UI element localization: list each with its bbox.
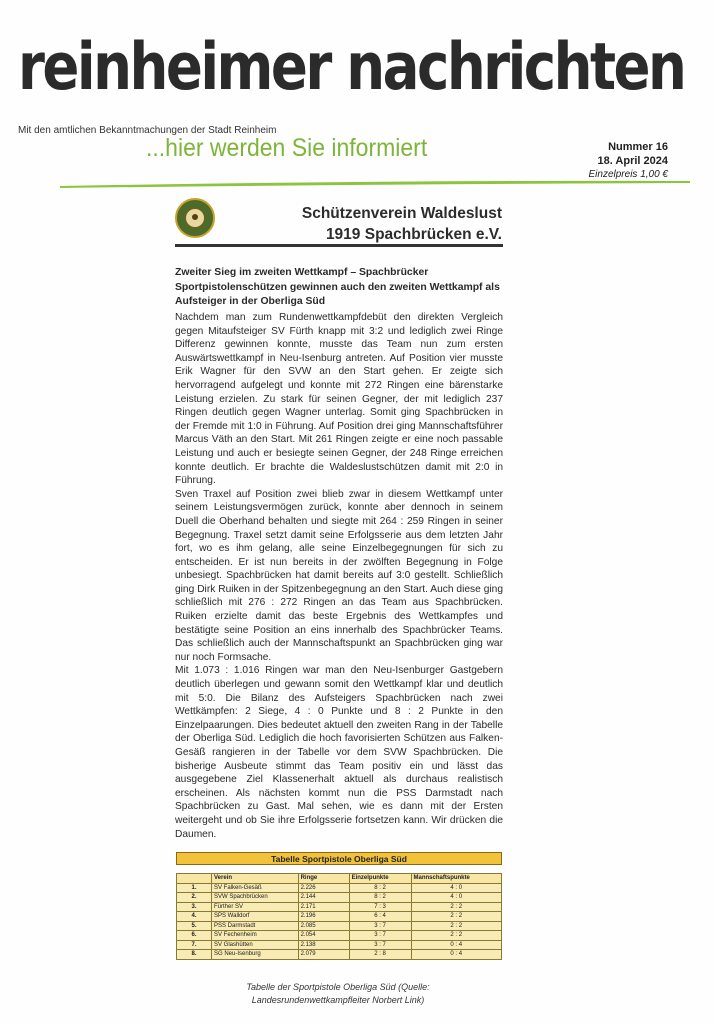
table-cell-einzelpunkte: 8 : 2 [349, 883, 411, 893]
table-cell-einzelpunkte: 7 : 3 [349, 902, 411, 912]
header-einzelpunkte: Einzelpunkte [349, 874, 411, 884]
club-divider [175, 244, 503, 247]
issue-price: Einzelpreis 1,00 € [588, 169, 668, 180]
table-cell-mannschaftspunkte: 4 : 0 [411, 893, 501, 903]
table-cell-mannschaftspunkte: 4 : 0 [411, 883, 501, 893]
article-body [175, 311, 503, 841]
article-paragraph: Mit 1.073 : 1.016 Ringen war man den Neu-Isenburger Gastgebern deutlich überlegen und gewann somit den Wettkampf klar und deutlich mit 5:0. Die Bilanz des Aufsteigers Spachbrücken nach zwei Wettkämpfen: 2 Siege, 4 : 0 Punkte und 8 : 2 Punkte in den Einzelpaarungen. Dies bedeutet aktuell den zweiten Rang in der Tabelle der Oberliga Süd. Lediglich die hoch favorisierten Schützen aus Falken-Gesäß rangieren in der Tabelle vor dem SVW Spachbrücken. Die bisherige Ausbeute stimmt das Team positiv ein und lässt das ausgegebene Ziel Klassenerhalt aktuell als durchaus realistisch erscheinen. Als nächsten kommt nun die PSS Darmstadt nach Spachbrücken zu Gast. Mal sehen, wie es dann mit der Ersten weitergeht und ob Sie ihre Erfolgsserie fortsetzen kann. Wir drücken die Daumen. [175, 665, 503, 840]
article-headline: Zweiter Sieg im zweiten Wettkampf – Spachbrücker Sportpistolenschützen gewinnen auch den zweiten Wettkampf als Aufsteiger in der Oberliga Süd [175, 267, 500, 307]
header-mannschaftspunkte: Mannschaftspunkte [411, 874, 501, 884]
table-cell-einzelpunkte: 8 : 2 [349, 893, 411, 903]
table-cell-rank: 1. [177, 883, 212, 893]
issue-date: 18. April 2024 [597, 155, 668, 167]
table-row [177, 893, 502, 903]
article-paragraph: Sven Traxel auf Position zwei blieb zwar in diesem Wettkampf unter seinem Leistungsvermögen zurück, konnte aber dennoch in seinem Duell die Oberhand behalten und siegte mit 264 : 259 Ringen in seiner Begegnung. Traxel setzt damit seine Erfolgsserie aus dem letzten Jahr fort, wo es ihm gelang, alle seine Einzelbegegnungen für sich zu entscheiden. Er ist nun bereits in der zwölften Begegnung in Folge unbesiegt. Spachbrücken hat damit bereits auf 3:0 gestellt. Schließlich ging Dirk Ruiken in der Spitzenbegegnung an den Start. Auch diese ging schließlich mit 276 : 272 Ringen an das Team aus Spachbrücken. Ruiken erzielte damit das beste Ergebnis des Wettkampfes und bestätigte seine Position an eins innerhalb des Spachbrücker Teams. Das schließlich auch der Mannschaftspunkt an Spachbrücken ging war nur noch Formsache. [175, 488, 503, 663]
table-cell-einzelpunkte: 2 : 8 [349, 950, 411, 960]
header-ringe: Ringe [298, 874, 349, 884]
table-cell-club: SG Neu-Isenburg [212, 950, 299, 960]
table-cell-rings: 2.196 [298, 912, 349, 922]
header-rank [177, 874, 212, 884]
article-paragraph: Nachdem man zum Rundenwettkampfdebüt den direkten Vergleich gegen Mitaufsteiger SV Fürth knapp mit 3:2 und lediglich zwei Ringe Differenz gewinnen konnte, musste das Team nun zum ersten Auswärtswettkampf in Neu-Isenburg antreten. Auf Position vier musste Erik Wagner für den SVW an den Start gehen. Er zeigte sich hervorragend aufgelegt und konnte mit 272 Ringen eine bärenstarke Leistung erzielen. Zu stark für seinen Gegner, der mit lediglich 237 Ringen deutlich gegen Wagner unterlag. Somit ging Spachbrücken in der Fremde mit 1:0 in Führung. Auf Position drei ging Mannschaftsführer Marcus Väth an den Start. Mit 261 Ringen zeigte er eine noch passable Leistung und auch er besiegte seinen Gegner, der 248 Ringe erreichen konnte deutlich. Er brachte die Waldeslustschützen damit mit 2:0 in Führung. [175, 312, 503, 487]
table-row [177, 883, 502, 893]
standings-table-block [176, 852, 502, 957]
table-cell-rings: 2.079 [298, 950, 349, 960]
standings-table [176, 873, 502, 960]
standings-table-title: Tabelle Sportpistole Oberliga Süd [176, 852, 502, 865]
table-cell-rings: 2.226 [298, 883, 349, 893]
table-cell-rank: 3. [177, 902, 212, 912]
club-name [230, 203, 502, 245]
table-cell-rank: 4. [177, 912, 212, 922]
club-name-line1: Schützenverein Waldeslust [301, 205, 502, 222]
table-cell-einzelpunkte: 3 : 7 [349, 921, 411, 931]
table-row [177, 921, 502, 931]
table-header-row [177, 874, 502, 884]
table-cell-club: SPS Walldorf [212, 912, 299, 922]
table-cell-club: SVW Spachbrücken [212, 893, 299, 903]
table-cell-club: SV Falken-Gesäß [212, 883, 299, 893]
issue-number: Nummer 16 [608, 141, 668, 153]
table-cell-mannschaftspunkte: 2 : 2 [411, 912, 501, 922]
table-cell-rings: 2.144 [298, 893, 349, 903]
table-cell-rings: 2.171 [298, 902, 349, 912]
table-cell-rank: 6. [177, 931, 212, 941]
table-row [177, 902, 502, 912]
table-cell-einzelpunkte: 3 : 7 [349, 940, 411, 950]
table-cell-mannschaftspunkte: 0 : 4 [411, 950, 501, 960]
table-cell-rank: 5. [177, 921, 212, 931]
table-cell-rings: 2.138 [298, 940, 349, 950]
table-cell-rank: 8. [177, 950, 212, 960]
table-row [177, 950, 502, 960]
table-cell-club: SV Fechenheim [212, 931, 299, 941]
table-row [177, 931, 502, 941]
table-caption: Tabelle der Sportpistole Oberliga Süd (Quelle: Landesrundenwettkampfleiter Norbert Link) [246, 982, 430, 1005]
table-cell-mannschaftspunkte: 0 : 4 [411, 940, 501, 950]
table-cell-rings: 2.054 [298, 931, 349, 941]
table-row [177, 940, 502, 950]
club-name-line2: 1919 Spachbrücken e.V. [325, 226, 502, 243]
table-cell-mannschaftspunkte: 2 : 2 [411, 921, 501, 931]
masthead-title: reinheimer nachrichten [18, 30, 685, 105]
issue-info [589, 140, 669, 182]
header-verein: Verein [212, 874, 299, 884]
table-cell-club: SV Glashütten [212, 940, 299, 950]
table-cell-einzelpunkte: 6 : 4 [349, 912, 411, 922]
table-cell-club: PSS Darmstadt [212, 921, 299, 931]
masthead-subtitle: Mit den amtlichen Bekanntmachungen der Stadt Reinheim [18, 125, 277, 136]
table-cell-mannschaftspunkte: 2 : 2 [411, 902, 501, 912]
table-cell-einzelpunkte: 3 : 7 [349, 931, 411, 941]
table-cell-club: Fürther SV [212, 902, 299, 912]
table-cell-rings: 2.085 [298, 921, 349, 931]
table-cell-rank: 7. [177, 940, 212, 950]
table-row [177, 912, 502, 922]
club-emblem-icon [175, 198, 215, 238]
table-cell-mannschaftspunkte: 2 : 2 [411, 931, 501, 941]
table-cell-rank: 2. [177, 893, 212, 903]
masthead-slogan: ...hier werden Sie informiert [146, 134, 428, 162]
